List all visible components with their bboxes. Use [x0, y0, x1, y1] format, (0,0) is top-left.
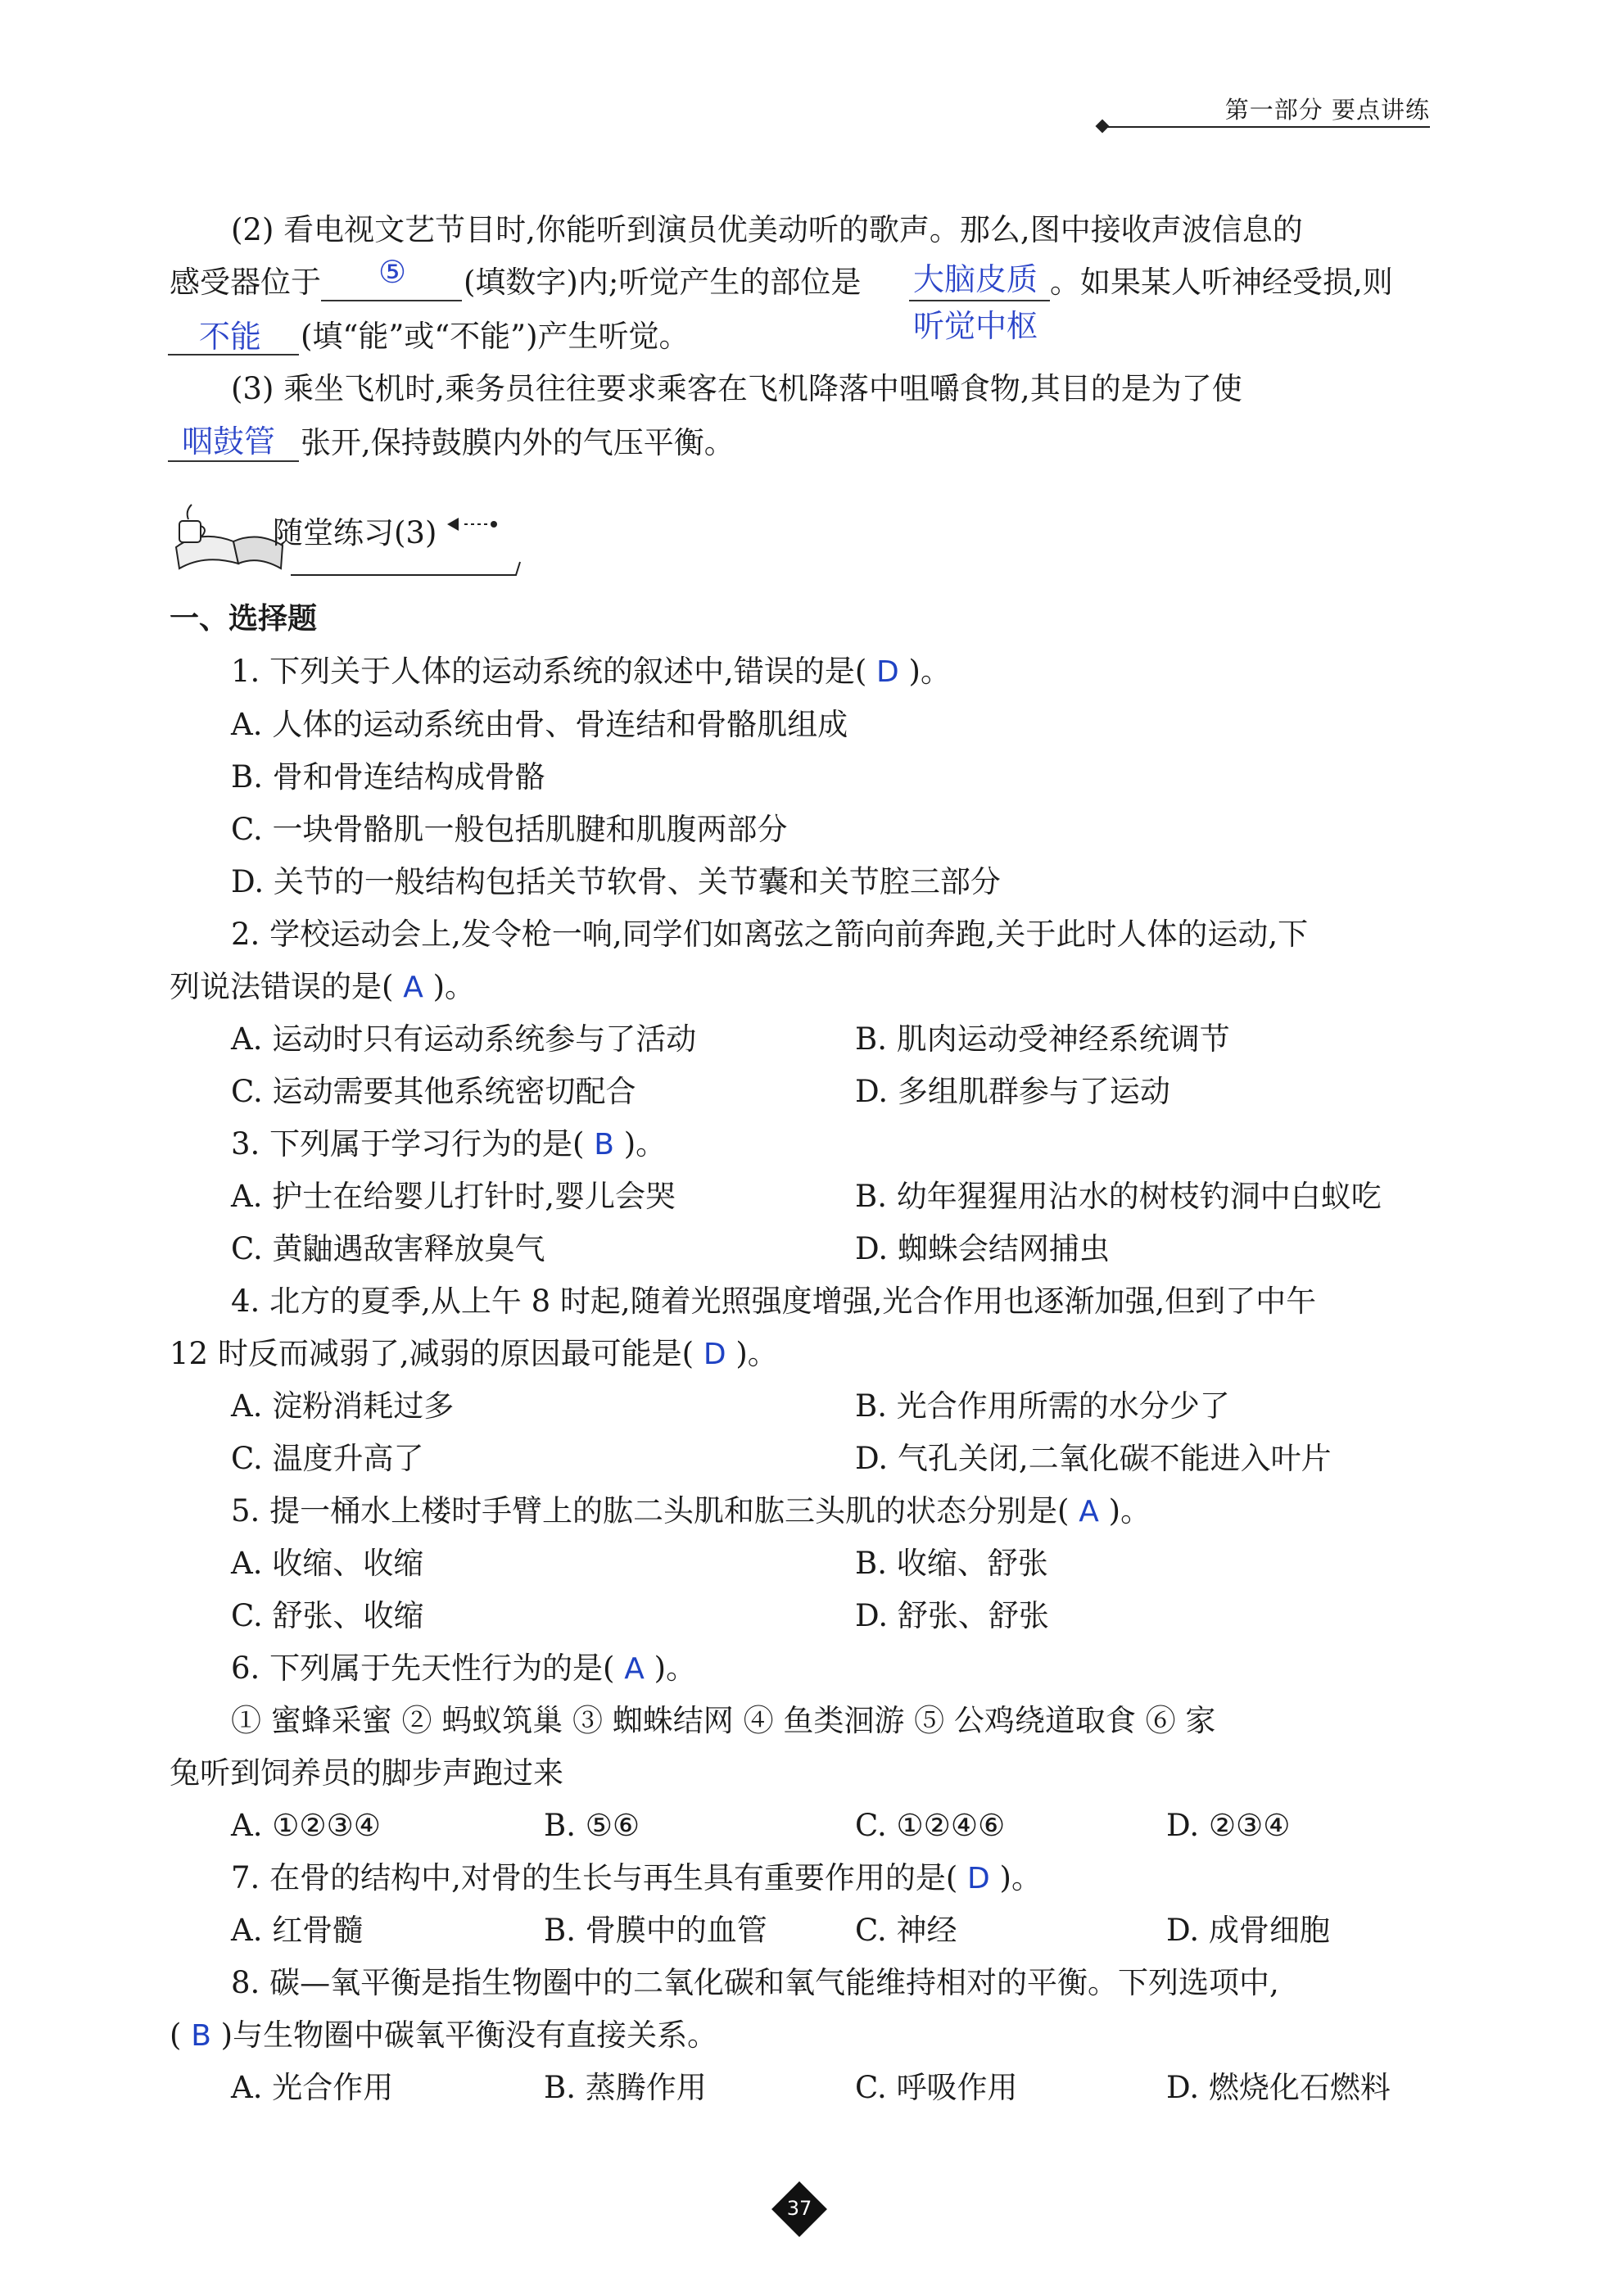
q6-answer: A [624, 1652, 645, 1686]
q5-answer: A [1079, 1495, 1099, 1528]
page-number: 37 [786, 2197, 812, 2220]
q3-option-b: B. 幼年猩猩用沾水的树枝钓洞中白蚁吃 [855, 1179, 1382, 1214]
q8-option-b: B. 蒸腾作用 [544, 2070, 707, 2105]
q4-stem1: 4. 北方的夏季,从上午 8 时起,随着光照强度增强,光合作用也逐渐加强,但到了中午 [231, 1284, 1317, 1319]
q8-option-a: A. 光合作用 [231, 2070, 394, 2105]
q7-option-b: B. 骨膜中的血管 [544, 1913, 767, 1948]
q8-stem2: ( B )与生物圈中碳氧平衡没有直接关系。 [170, 2017, 718, 2053]
page-number-badge [771, 2181, 828, 2238]
q8-answer: B [191, 2019, 211, 2053]
q2-answer: A [403, 971, 423, 1004]
q3-stem: 3. 下列属于学习行为的是( B )。 [231, 1126, 667, 1162]
q5-option-d: D. 舒张、舒张 [855, 1598, 1049, 1633]
q2-line3: (填“能”或“不能”)产生听觉。 [301, 319, 690, 354]
blank-receptor[interactable] [321, 300, 462, 301]
q5-option-c: C. 舒张、收缩 [231, 1598, 424, 1633]
q1-answer: D [876, 655, 899, 689]
q2-line1: (2) 看电视文艺节目时,你能听到演员优美动听的歌声。那么,图中接收声波信息的 [231, 212, 1303, 247]
q5-option-a: A. 收缩、收缩 [231, 1546, 424, 1581]
q5-stem: 5. 提一桶水上楼时手臂上的肱二头肌和肱三头肌的状态分别是( A )。 [231, 1493, 1151, 1528]
q2-option-d: D. 多组肌群参与了运动 [855, 1074, 1170, 1109]
q2-line2a: 感受器位于 [170, 265, 321, 300]
answer-eustachian: 咽鼓管 [182, 423, 276, 460]
q1-option-c: C. 一块骨骼肌一般包括肌腱和肌腹两部分 [231, 812, 788, 847]
q3-answer: B [594, 1128, 614, 1162]
q8-option-c: C. 呼吸作用 [855, 2070, 1018, 2105]
answer-location-top: 大脑皮质 [913, 261, 1038, 297]
q2-stem2: 列说法错误的是( A )。 [170, 969, 476, 1004]
q4-option-d: D. 气孔关闭,二氧化碳不能进入叶片 [855, 1441, 1332, 1476]
q3-option-c: C. 黄鼬遇敌害释放臭气 [231, 1231, 545, 1266]
header-rule [1107, 126, 1430, 128]
q3-line2: 张开,保持鼓膜内外的气压平衡。 [301, 425, 735, 460]
section-heading: 一、选择题 [170, 602, 318, 636]
answer-receptor: ⑤ [378, 254, 407, 290]
answer-location-bottom: 听觉中枢 [913, 308, 1038, 344]
q3-line1: (3) 乘坐飞机时,乘务员往往要求乘客在飞机降落中咀嚼食物,其目的是为了使 [231, 371, 1242, 406]
q2-stem1: 2. 学校运动会上,发令枪一响,同学们如离弦之箭向前奔跑,关于此时人体的运动,下 [231, 917, 1309, 952]
practice-banner [168, 496, 528, 578]
header-text: 第一部分 要点讲练 [1224, 96, 1430, 124]
q6-option-b: B. ⑤⑥ [544, 1808, 640, 1843]
q4-option-b: B. 光合作用所需的水分少了 [855, 1388, 1230, 1424]
q2-line2c: 。如果某人听神经受损,则 [1050, 265, 1393, 300]
q4-stem2: 12 时反而减弱了,减弱的原因最可能是( D )。 [170, 1336, 778, 1371]
q4-answer: D [703, 1338, 726, 1371]
q4-option-c: C. 温度升高了 [231, 1441, 424, 1476]
q7-option-a: A. 红骨髓 [231, 1913, 364, 1948]
q2-option-a: A. 运动时只有运动系统参与了活动 [231, 1021, 697, 1057]
q2-option-b: B. 肌肉运动受神经系统调节 [855, 1021, 1230, 1057]
q7-option-c: C. 神经 [855, 1913, 957, 1948]
answer-hearing: 不能 [199, 319, 262, 355]
q7-answer: D [967, 1862, 990, 1895]
page-header [1094, 92, 1430, 133]
q5-option-b: B. 收缩、舒张 [855, 1546, 1048, 1581]
q1-option-b: B. 骨和骨连结构成骨骼 [231, 759, 545, 795]
q6-option-c: C. ①②④⑥ [855, 1808, 1006, 1843]
q8-stem1: 8. 碳—氧平衡是指生物圈中的二氧化碳和氧气能维持相对的平衡。下列选项中, [231, 1965, 1279, 2000]
q1-option-a: A. 人体的运动系统由骨、骨连结和骨骼肌组成 [231, 707, 848, 742]
q6-option-d: D. ②③④ [1166, 1808, 1291, 1843]
q1-stem: 1. 下列关于人体的运动系统的叙述中,错误的是( D )。 [231, 654, 951, 689]
banner-title: 随堂练习(3) [273, 515, 437, 550]
q6-list2: 兔听到饲养员的脚步声跑过来 [170, 1755, 563, 1791]
q6-stem: 6. 下列属于先天性行为的是( A )。 [231, 1651, 697, 1686]
q2-option-c: C. 运动需要其他系统密切配合 [231, 1074, 636, 1109]
q6-list1: ① 蜜蜂采蜜 ② 蚂蚁筑巢 ③ 蜘蛛结网 ④ 鱼类洄游 ⑤ 公鸡绕道取食 ⑥ 家 [231, 1703, 1216, 1738]
q2-line2b: (填数字)内;听觉产生的部位是 [464, 265, 862, 300]
q8-option-d: D. 燃烧化石燃料 [1166, 2070, 1391, 2105]
q7-option-d: D. 成骨细胞 [1166, 1913, 1330, 1948]
q4-option-a: A. 淀粉消耗过多 [231, 1388, 455, 1424]
q1-option-d: D. 关节的一般结构包括关节软骨、关节囊和关节腔三部分 [231, 864, 1001, 899]
q6-option-a: A. ①②③④ [231, 1808, 381, 1843]
q3-option-a: A. 护士在给婴儿打针时,婴儿会哭 [231, 1179, 676, 1214]
q7-stem: 7. 在骨的结构中,对骨的生长与再生具有重要作用的是( D )。 [231, 1860, 1042, 1895]
q3-option-d: D. 蜘蛛会结网捕虫 [855, 1231, 1110, 1266]
